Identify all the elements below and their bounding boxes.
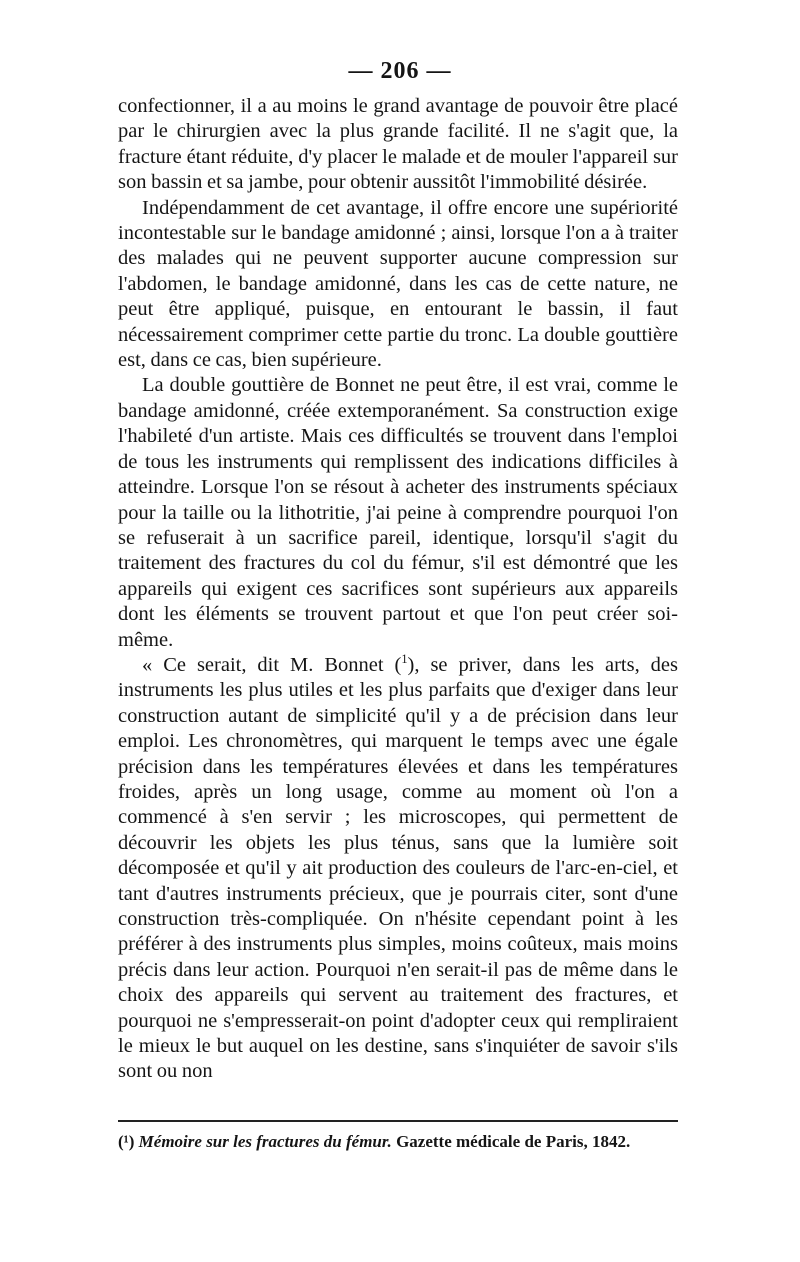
- paragraph-4-quote: [118, 653, 678, 1085]
- footnote-source: Gazette médicale de Paris, 1842.: [396, 1132, 631, 1151]
- page-number: — 206 —: [348, 58, 452, 84]
- quote-text-continued: ), se priver, dans les arts, des instruments les plus utiles et les plus parfaits que d'exiger dans leur construction autant de simplicité qu'il y a de précision dans leur emploi. Les chronomètres, qui marquent le temps avec une égale précision dans les températures élevées et dans les températures froides, après un long usage, comme au moment où l'on a commencé à s'en servir ; les microscopes, qui permettent de découvrir les objets les plus ténus, sans que la lumière soit décomposée et qu'il y ait production des couleurs de l'arc-en-ciel, et tant d'autres instruments précieux, que je pourrais citer, sont d'une construction très-compliquée. On n'hésite cependant point à les préférer à des instruments plus simples, moins coûteux, mais moins précis dans leur action. Pourquoi n'en serait-il pas de même dans le choix des appareils qui servent au traitement des fractures, et pourquoi ne s'empresserait-on point d'adopter ceux qui rempliraient le mieux le but auquel on les destine, sans s'inquiéter de savoir s'ils sont ou non: [118, 653, 678, 1083]
- paragraph-1: confectionner, il a au moins le grand avantage de pouvoir être placé par le chirurgien avec la plus grande facilité. Il ne s'agit que, la fracture étant réduite, d'y placer le malade et de mouler l'appareil sur son bassin et sa jambe, pour obtenir aussitôt l'immobilité désirée.: [118, 95, 678, 194]
- quote-text-start: « Ce serait, dit M. Bonnet (: [142, 653, 402, 676]
- footnote-marker: (¹): [118, 1132, 135, 1151]
- footnote-title: Mémoire sur les fractures du fémur.: [138, 1132, 392, 1151]
- footnote-divider: [118, 1120, 678, 1122]
- paragraph-2: Indépendamment de cet avantage, il offre encore une supériorité incontestable sur le bandage amidonné ; ainsi, lorsque l'on a à traiter des malades qui ne peuvent supporter aucune compression sur l'abdomen, le bandage amidonné, dans les cas de cette nature, ne peut être appliqué, puisque, en entourant le bassin, il faut nécessairement comprimer cette partie du tronc. La double gouttière est, dans ce cas, bien supérieure.: [118, 196, 678, 372]
- footnote-reference: 1: [401, 652, 408, 667]
- paragraph-3: La double gouttière de Bonnet ne peut être, il est vrai, comme le bandage amidonné, créée extemporanément. Sa construction exige l'habileté d'un artiste. Mais ces difficultés se trouvent dans l'emploi de tous les instruments qui remplissent des indications difficiles à atteindre. Lorsque l'on se résout à acheter des instruments spéciaux pour la taille ou la lithotritie, j'ai peine à comprendre pourquoi l'on se refuserait à un sacrifice pareil, identique, lorsqu'il s'agit du traitement des fractures du col du fémur, s'il est démontré que les appareils qui exigent ces sacrifices sont supérieurs aux appareils dont les éléments se trouvent partout et que l'on peut créer soi-même.: [118, 374, 678, 651]
- footnote: [118, 1131, 678, 1153]
- body-text: [118, 94, 678, 1085]
